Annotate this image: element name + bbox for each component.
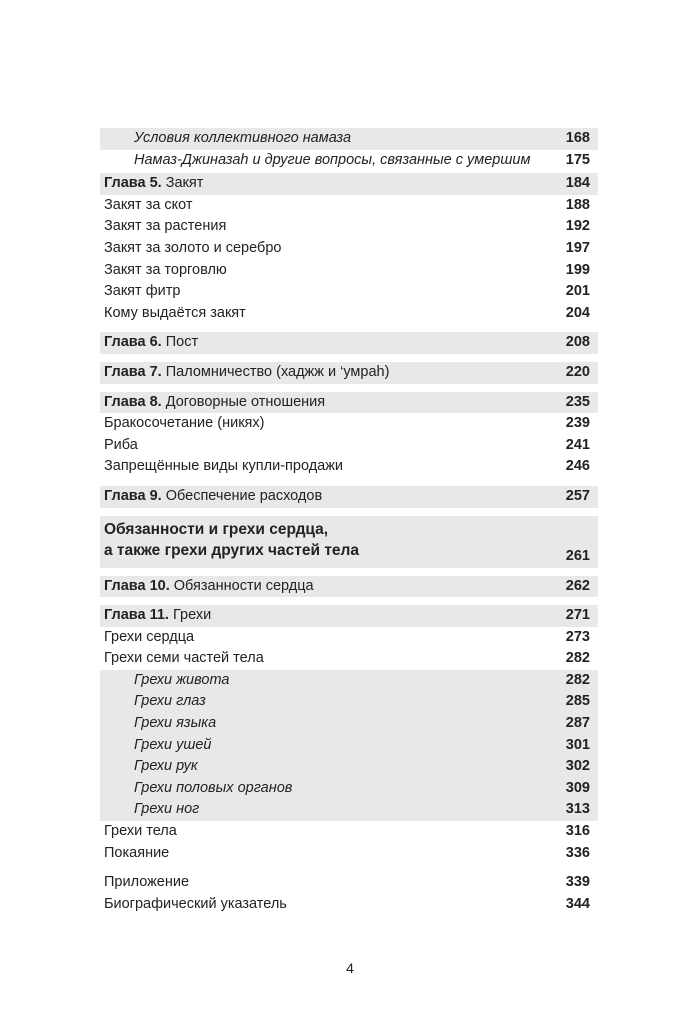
table-of-contents [100,128,598,915]
toc-entry-page: 239 [565,415,590,432]
chapter-title: Договорные отношения [165,393,326,410]
toc-entry [100,195,598,217]
toc-entry-page: 201 [565,283,590,300]
toc-entry-page: 168 [565,130,590,146]
toc-chapter-11 [100,605,598,627]
toc-entry [100,843,598,865]
chapter-label: Глава 7. [104,363,162,380]
toc-entry-page: 344 [565,895,590,912]
toc-entry-title: Биографический указатель [104,895,287,912]
toc-entry-title: Грехи рук [134,758,198,775]
chapter-title: Закят [165,175,204,192]
toc-entry-title: Грехи сердца [104,628,195,645]
chapter-label: Глава 11. [104,607,169,624]
toc-subentry [100,670,598,692]
toc-entry-page: 339 [565,874,590,891]
toc-chapter-10 [100,576,598,598]
toc-entry-title: Кому выдаётся закят [104,304,246,321]
toc-entry [100,894,598,916]
toc-entry-page: 309 [565,779,590,796]
part-title-line-1: Обязанности и грехи сердца, [104,520,329,538]
toc-entry-title: Грехи ушей [134,736,212,753]
toc-entry-page: 235 [565,393,590,410]
chapter-title: Обязанности сердца [173,577,314,594]
toc-entry-page: 220 [565,363,590,380]
toc-entry-title: Грехи семи частей тела [104,650,264,667]
toc-entry-page: 302 [565,758,590,775]
chapter-label: Глава 10. [104,577,170,594]
toc-entry-page: 316 [565,823,590,840]
toc-entry-title: Закят за торговлю [104,261,227,278]
toc-entry [100,456,598,478]
toc-subentry [100,713,598,735]
toc-entry-page: 204 [565,304,590,321]
toc-entry-page: 188 [565,196,590,213]
toc-entry-page: 285 [565,693,590,710]
toc-subentry [100,799,598,821]
toc-entry-page: 261 [565,547,590,564]
toc-entry-page: 208 [565,334,590,351]
toc-entry-title: Условия коллективного намаза [134,130,352,146]
toc-entry [100,821,598,843]
toc-entry-page: 257 [565,487,590,504]
toc-entry-title: Закят за растения [104,218,227,235]
toc-entry-title: Грехи тела [104,823,177,840]
toc-entry [100,413,598,435]
toc-entry-title: Риба [104,436,138,453]
toc-entry [100,303,598,325]
toc-entry [100,216,598,238]
toc-entry-page: 184 [565,175,590,192]
toc-entry-page: 197 [565,239,590,256]
toc-chapter-6 [100,332,598,354]
toc-entry-page: 282 [565,650,590,667]
toc-entry [100,238,598,260]
toc-entry [100,150,598,172]
toc-entry-page: 336 [565,844,590,861]
page-number: 4 [346,960,354,976]
toc-entry-title: Покаяние [104,844,170,861]
toc-entry-page: 273 [565,628,590,645]
part-title-line-2: а также грехи других частей тела [104,541,360,559]
toc-entry-title: Грехи живота [134,671,230,688]
toc-entry-title: Приложение [104,874,190,891]
toc-entry [100,435,598,457]
toc-entry-page: 313 [565,801,590,818]
toc-entry-page: 192 [565,218,590,235]
toc-entry-page: 241 [565,436,590,453]
toc-entry-page: 271 [565,607,590,624]
toc-entry [100,648,598,670]
chapter-label: Глава 8. [104,393,162,410]
toc-entry-page: 282 [565,671,590,688]
toc-chapter-7 [100,362,598,384]
chapter-label: Глава 5. [104,175,162,192]
chapter-label: Глава 9. [104,487,162,504]
toc-entry-page: 301 [565,736,590,753]
toc-chapter-9 [100,486,598,508]
chapter-title: Грехи [172,607,212,624]
toc-entry-page: 246 [565,458,590,475]
toc-entry-title: Закят за золото и серебро [104,239,282,256]
chapter-title: Обеспечение расходов [165,487,323,504]
toc-entry [100,128,598,150]
toc-chapter-8 [100,392,598,414]
toc-entry-title: Грехи языка [134,715,217,732]
toc-entry-title: Запрещённые виды купли-продажи [104,458,344,475]
toc-entry-title: Грехи глаз [134,693,206,710]
toc-entry-page: 199 [565,261,590,278]
toc-entry-page: 175 [565,151,590,168]
toc-entry [100,872,598,894]
toc-entry [100,260,598,282]
chapter-title: Паломничество (хаджж и ‘умраh) [165,363,390,380]
toc-subentry [100,691,598,713]
toc-subentry [100,756,598,778]
chapter-label: Глава 6. [104,334,162,351]
toc-entry-title: Закят фитр [104,283,181,300]
toc-entry-title: Грехи половых органов [134,779,293,796]
toc-part-heading [100,516,598,568]
toc-entry-title: Бракосочетание (никях) [104,415,265,432]
toc-subentry [100,778,598,800]
toc-entry [100,281,598,303]
toc-subentry [100,735,598,757]
toc-entry [100,627,598,649]
chapter-title: Пост [165,334,199,351]
toc-chapter-5 [100,173,598,195]
toc-entry-title: Закят за скот [104,196,193,213]
toc-entry-page: 287 [565,715,590,732]
toc-entry-title: Грехи ног [134,801,200,818]
toc-entry-title: Намаз-Джиназаh и другие вопросы, связанные с умершим [134,151,531,168]
toc-entry-page: 262 [565,577,590,594]
